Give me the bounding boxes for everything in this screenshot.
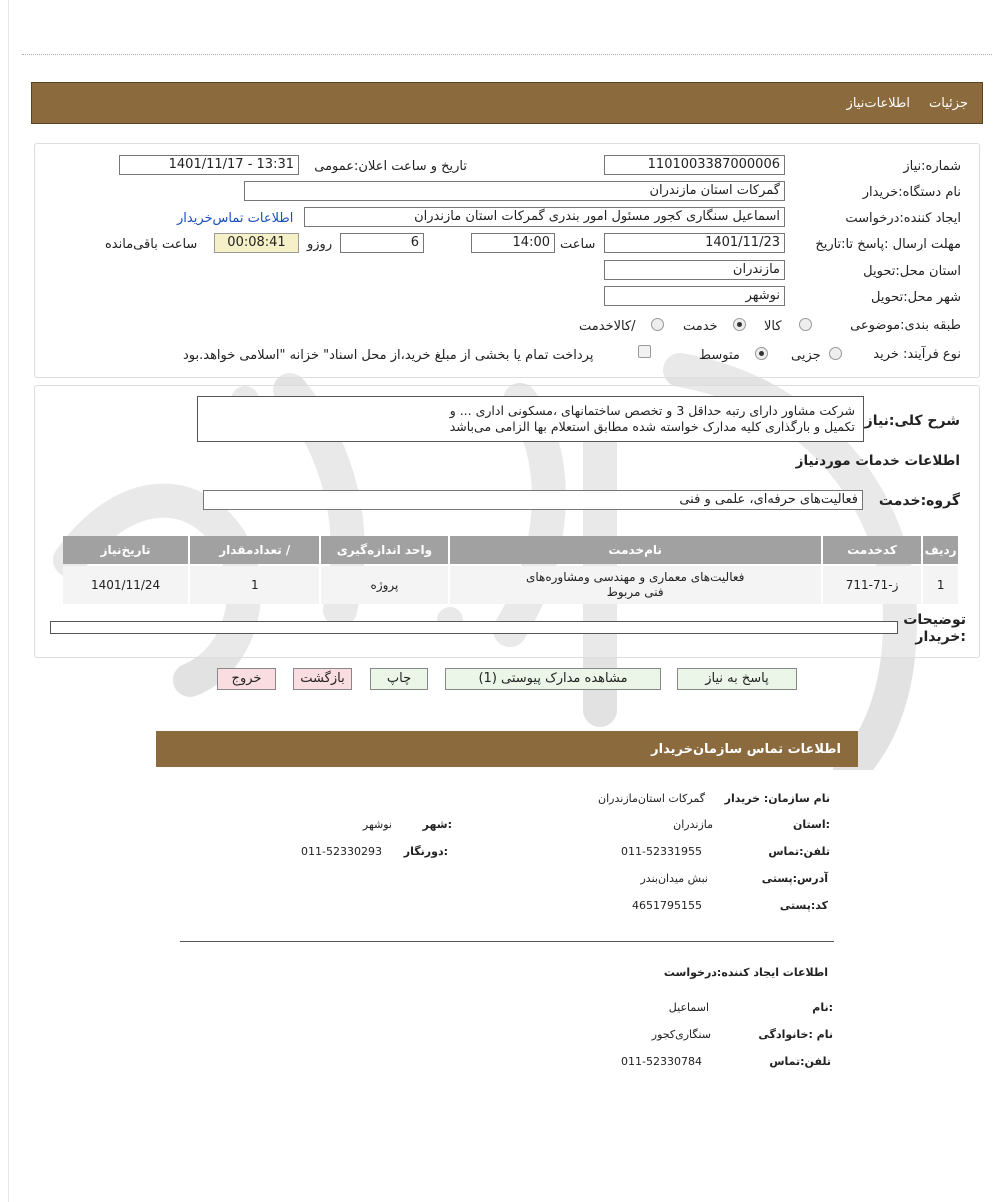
breadcrumb-need-info[interactable]: اطلاعات‌نیاز xyxy=(846,96,910,111)
page-header-bar xyxy=(31,82,983,124)
back-button[interactable]: بازگشت xyxy=(293,668,352,690)
page-left-border xyxy=(8,0,9,1202)
creator-name-value: اسماعیل xyxy=(668,1001,709,1014)
buyer-org-field: گمرکات استان مازندران xyxy=(244,181,785,201)
contact-phone-label: تلفن:تماس xyxy=(768,845,830,858)
requester-label: ایجاد کننده:درخواست xyxy=(845,211,961,226)
contact-city-value: نوشهر xyxy=(362,818,392,831)
category-service-label: خدمت xyxy=(683,319,718,334)
category-goods-service-label: /کالاخدمت xyxy=(579,319,636,334)
buyer-contact-link[interactable]: اطلاعات تماس‌خریدار xyxy=(177,211,294,226)
days-field: 6 xyxy=(340,233,424,253)
cell-unit: پروژه xyxy=(321,566,447,604)
print-button[interactable]: چاپ xyxy=(370,668,428,690)
cell-name xyxy=(450,566,821,604)
contact-fax-label: :دورنگار xyxy=(403,845,448,858)
top-dotted-divider xyxy=(22,54,992,55)
contact-postal-label: کد:پستی xyxy=(779,899,828,912)
process-small-radio[interactable] xyxy=(829,347,842,360)
payment-note: پرداخت تمام یا بخشی از مبلغ خرید،از محل اسناد" خزانه "اسلامی خواهد.بود xyxy=(183,348,594,363)
cell-date: 1401/11/24 xyxy=(63,566,188,604)
creator-name-label: :نام xyxy=(812,1001,833,1014)
service-group-label: گروه:خدمت xyxy=(878,493,960,509)
contact-fax-value: 011-52330293 xyxy=(301,845,382,858)
services-heading: اطلاعات خدمات موردنیاز xyxy=(795,453,960,469)
col-date-header: تاریخ‌نیاز xyxy=(63,536,188,564)
col-code-header: کدخدمت xyxy=(823,536,921,564)
services-table xyxy=(61,534,960,606)
contact-divider xyxy=(180,941,834,942)
col-index-header: ردیف xyxy=(923,536,958,564)
category-goods-label: کالا xyxy=(764,319,782,334)
category-goods-service-radio[interactable] xyxy=(651,318,664,331)
city-field: نوشهر xyxy=(604,286,785,306)
exit-button[interactable]: خروج xyxy=(217,668,276,690)
contact-section-title: اطلاعات تماس سازمان‌خریدار xyxy=(651,742,841,757)
remaining-timer: 00:08:41 xyxy=(214,233,299,253)
announce-field: 1401/11/17 - 13:31 xyxy=(119,155,299,175)
cell-index: 1 xyxy=(923,566,958,604)
process-medium-label: متوسط xyxy=(699,348,740,363)
process-small-label: جزیی xyxy=(791,348,821,363)
contact-province-value: مازندران xyxy=(673,818,713,831)
contact-address-label: آدرس:پستی xyxy=(761,872,828,885)
creator-section-title: اطلاعات ایجاد کننده:درخواست xyxy=(663,966,828,979)
contact-section-bar xyxy=(156,731,858,767)
remaining-label: ساعت باقی‌مانده xyxy=(105,237,198,252)
city-label: شهر محل:تحویل xyxy=(871,290,961,305)
payment-treasury-checkbox[interactable] xyxy=(638,345,651,358)
description-box xyxy=(197,396,864,442)
contact-province-label: :استان xyxy=(793,818,830,831)
creator-family-label: نام :خانوادگی xyxy=(758,1028,833,1041)
creator-phone-value: 011-52330784 xyxy=(621,1055,702,1068)
breadcrumb-details[interactable]: جزئیات xyxy=(929,96,968,111)
contact-phone-value: 011-52331955 xyxy=(621,845,702,858)
buyer-notes-field xyxy=(50,621,898,634)
cell-name-line-1: فعالیت‌های معماری و مهندسی ومشاوره‌های xyxy=(525,570,745,584)
contact-org-label: نام سازمان: خریدار xyxy=(724,792,830,805)
description-label: شرح کلی:نیاز xyxy=(864,413,960,429)
contact-city-label: :شهر xyxy=(422,818,452,831)
col-name-header: نام‌خدمت xyxy=(450,536,821,564)
days-label: روزو xyxy=(307,237,333,252)
province-field: مازندران xyxy=(604,260,785,280)
need-info-panel xyxy=(34,143,980,378)
service-group-field: فعالیت‌های حرفه‌ای، علمی و فنی xyxy=(203,490,863,510)
col-qty-header: / تعدادمقدار xyxy=(190,536,319,564)
buyer-notes-label-2: :خریدار xyxy=(915,629,966,645)
reply-button[interactable]: پاسخ به نیاز xyxy=(677,668,797,690)
attachments-button[interactable]: مشاهده مدارک پیوستی (1) xyxy=(445,668,661,690)
need-number-field: 1101003387000006 xyxy=(604,155,785,175)
category-label: طبقه بندی:موضوعی xyxy=(850,318,961,333)
cell-code: ز-71-711 xyxy=(823,566,921,604)
province-label: استان محل:تحویل xyxy=(863,264,961,279)
creator-family-value: سنگاری‌کجور xyxy=(651,1028,711,1041)
col-unit-header: واحد اندازه‌گیری xyxy=(321,536,447,564)
category-service-radio[interactable] xyxy=(733,318,746,331)
description-line-1: شرکت مشاور دارای رتبه حداقل 3 و تخصص ساختمانهای ،مسکونی اداری ... و xyxy=(449,403,855,418)
cell-qty: 1 xyxy=(190,566,319,604)
cell-name-line-2: فنی مربوط xyxy=(606,585,664,599)
description-line-2: تکمیل و بارگذاری کلیه مدارک خواسته شده مطابق استعلام بها الزامی می‌باشد xyxy=(449,419,855,434)
process-label: نوع فرآیند: خرید xyxy=(873,347,961,362)
table-row xyxy=(63,566,958,604)
contact-address-value: نبش میدان‌بندر xyxy=(640,872,708,885)
table-header-row xyxy=(63,536,958,564)
announce-label: تاریخ و ساعت اعلان:عمومی xyxy=(314,159,467,174)
creator-phone-label: تلفن:تماس xyxy=(769,1055,831,1068)
deadline-time-field: 14:00 xyxy=(471,233,555,253)
process-medium-radio[interactable] xyxy=(755,347,768,360)
need-number-label: شماره:نیاز xyxy=(903,159,961,174)
requester-field: اسماعیل سنگاری کجور مسئول امور بندری گمرکات استان مازندران xyxy=(304,207,785,227)
buyer-notes-label: توضیحات xyxy=(903,612,966,628)
contact-postal-value: 4651795155 xyxy=(632,899,702,912)
category-goods-radio[interactable] xyxy=(799,318,812,331)
contact-org-value: گمرکات استان‌مازندران xyxy=(598,792,705,805)
buyer-org-label: نام دستگاه:خریدار xyxy=(862,185,961,200)
deadline-date-field: 1401/11/23 xyxy=(604,233,785,253)
deadline-time-label: ساعت xyxy=(560,237,596,252)
deadline-label: مهلت ارسال :پاسخ تا:تاریخ xyxy=(815,237,961,252)
